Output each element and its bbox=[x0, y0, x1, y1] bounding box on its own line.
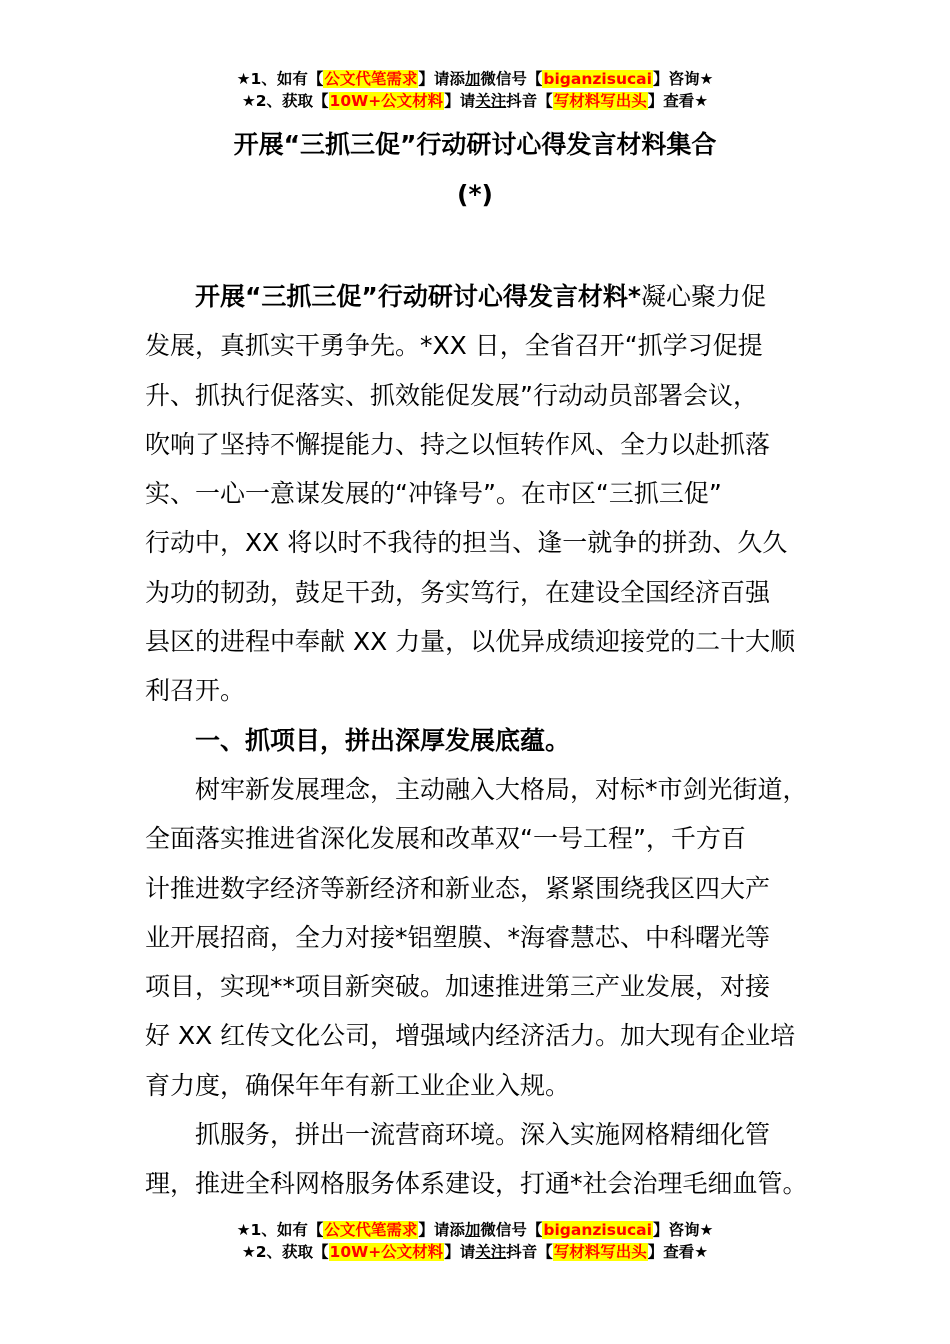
banner-text: 】请 bbox=[444, 92, 476, 110]
document-subtitle: (*) bbox=[457, 180, 493, 209]
banner-highlight: 写材料写出头 bbox=[553, 92, 647, 110]
banner-text: ★1、如有【 bbox=[236, 70, 324, 88]
banner-underlined-text: 加 bbox=[464, 1221, 481, 1239]
banner-underlined-text: 关注 bbox=[475, 1243, 507, 1261]
banner-line-2 bbox=[0, 1241, 950, 1263]
body-text: 升、抓执行促落实、抓效能促发展”行动动员部署会议， bbox=[145, 380, 758, 410]
banner-highlight: 写材料写出头 bbox=[553, 1243, 647, 1261]
body-line bbox=[145, 518, 845, 567]
banner-highlight: biganzisucai bbox=[543, 70, 652, 88]
body-line bbox=[145, 1061, 845, 1110]
body-line bbox=[145, 371, 845, 420]
body-line bbox=[145, 420, 845, 469]
banner-text: 】咨询★ bbox=[652, 70, 714, 88]
body-line bbox=[145, 765, 845, 814]
bold-heading: 一、抓项目，拼出深厚发展底蕴。 bbox=[195, 725, 571, 755]
banner-text: ★1、如有【 bbox=[236, 1221, 324, 1239]
banner-text: ★2、获取【 bbox=[241, 1243, 329, 1261]
banner-text: ★2、获取【 bbox=[241, 92, 329, 110]
banner-line-2 bbox=[0, 90, 950, 112]
body-text: 为功的韧劲，鼓足干劲，务实笃行，在建设全国经济百强 bbox=[145, 577, 771, 607]
document-title: 开展“三抓三促”行动研讨心得发言材料集合 bbox=[233, 130, 717, 159]
banner-text: 】咨询★ bbox=[652, 1221, 714, 1239]
body-line bbox=[145, 814, 845, 863]
body-text: 好 XX 红传文化公司，增强域内经济活力。加大现有企业培 bbox=[145, 1021, 796, 1051]
body-line bbox=[145, 321, 845, 370]
bottom-banner bbox=[0, 1219, 950, 1263]
body-text: 计推进数字经济等新经济和新业态，紧紧围绕我区四大产 bbox=[145, 873, 771, 903]
body-line bbox=[145, 1159, 845, 1208]
banner-text: 】请添 bbox=[418, 1221, 465, 1239]
body-line bbox=[145, 962, 845, 1011]
banner-text: 】请 bbox=[444, 1243, 476, 1261]
body-line bbox=[145, 617, 845, 666]
body-text: 凝心聚力促 bbox=[640, 282, 766, 311]
banner-text: 微信号【 bbox=[480, 70, 543, 88]
body-text: 利召开。 bbox=[145, 676, 246, 706]
body-text: 发展，真抓实干勇争先。*XX 日，全省召开“抓学习促提 bbox=[145, 331, 763, 361]
banner-line-1 bbox=[0, 1219, 950, 1241]
banner-underlined-text: 关注 bbox=[475, 92, 507, 110]
body-text: 实、一心一意谋发展的“冲锋号”。在市区“三抓三促” bbox=[145, 479, 722, 509]
body-line bbox=[145, 1110, 845, 1159]
banner-text: 】查看★ bbox=[647, 92, 709, 110]
body-text: 育力度，确保年年有新工业企业入规。 bbox=[145, 1070, 571, 1100]
banner-highlight: 公文代笔需求 bbox=[324, 1221, 418, 1239]
body-text: 吹响了坚持不懈提能力、持之以恒转作风、全力以赴抓落 bbox=[145, 429, 771, 459]
banner-text: 】请添 bbox=[418, 70, 465, 88]
body-line bbox=[145, 666, 845, 715]
banner-highlight: biganzisucai bbox=[543, 1221, 652, 1239]
top-banner bbox=[0, 68, 950, 112]
body-line bbox=[145, 469, 845, 518]
banner-underlined-text: 加 bbox=[464, 70, 481, 88]
body-text: 树牢新发展理念，主动融入大格局，对标*市剑光街道， bbox=[195, 774, 808, 804]
body-text: 行动中，XX 将以时不我待的担当、逢一就争的拼劲、久久 bbox=[145, 528, 788, 558]
body-text: 理，推进全科网格服务体系建设，打通*社会治理毛细血管。 bbox=[145, 1169, 808, 1199]
bold-heading: 开展“三抓三促”行动研讨心得发言材料* bbox=[195, 282, 641, 311]
body-line bbox=[145, 272, 845, 321]
banner-line-1 bbox=[0, 68, 950, 90]
body-line bbox=[145, 568, 845, 617]
body-line bbox=[145, 864, 845, 913]
body-line bbox=[145, 716, 845, 765]
banner-text: 抖音【 bbox=[506, 92, 553, 110]
body-text: 全面落实推进省深化发展和改革双“一号工程”，千方百 bbox=[145, 824, 746, 854]
banner-text: 微信号【 bbox=[480, 1221, 543, 1239]
banner-highlight: 10W+公文材料 bbox=[329, 92, 444, 110]
banner-highlight: 公文代笔需求 bbox=[324, 70, 418, 88]
body-line bbox=[145, 1011, 845, 1060]
body-text: 抓服务，拼出一流营商环境。深入实施网格精细化管 bbox=[195, 1120, 771, 1150]
banner-text: 】查看★ bbox=[647, 1243, 709, 1261]
body-text: 县区的进程中奉献 XX 力量，以优异成绩迎接党的二十大顺 bbox=[145, 627, 796, 657]
body-text: 业开展招商，全力对接*铝塑膜、*海睿慧芯、中科曙光等 bbox=[145, 922, 771, 952]
banner-highlight: 10W+公文材料 bbox=[329, 1243, 444, 1261]
body-line bbox=[145, 913, 845, 962]
document-body bbox=[145, 272, 845, 1209]
body-text: 项目，实现**项目新突破。加速推进第三产业发展，对接 bbox=[145, 972, 771, 1002]
banner-text: 抖音【 bbox=[506, 1243, 553, 1261]
